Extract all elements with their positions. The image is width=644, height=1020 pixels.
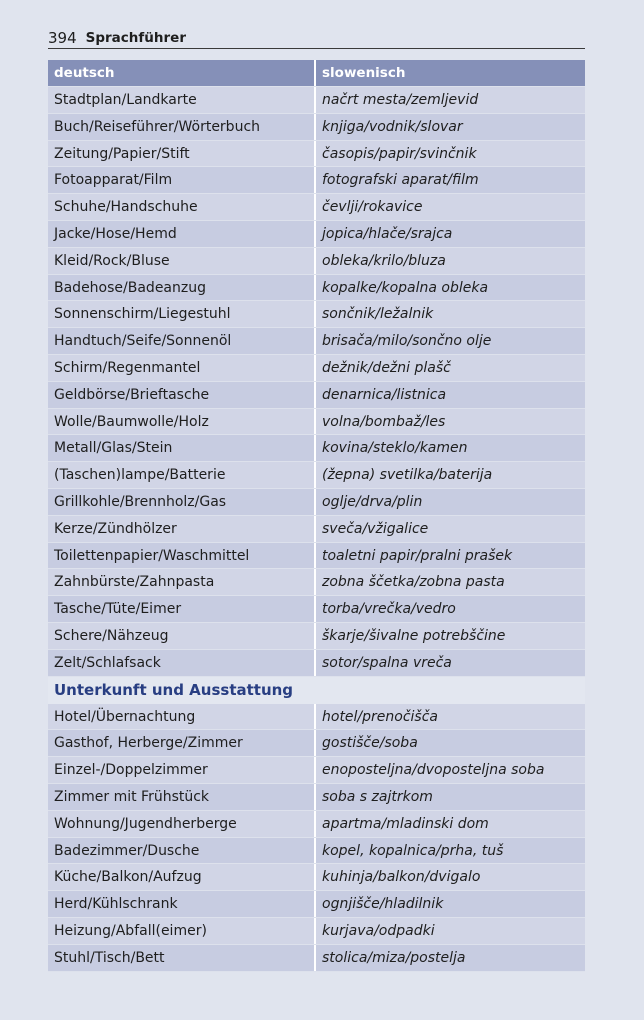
slovenian-term: torba/vrečka/vedro [322, 601, 456, 618]
slovenian-term: soba s zajtrkom [322, 788, 433, 805]
table-row [48, 918, 585, 945]
german-term: Kleid/Rock/Bluse [48, 248, 316, 274]
table-row [48, 757, 585, 784]
german-term: Zelt/Schlafsack [48, 650, 316, 676]
table-row [48, 114, 585, 141]
table-row [48, 141, 585, 168]
slovenian-term: čevlji/rokavice [322, 199, 423, 216]
table-row [48, 221, 585, 248]
table-row [48, 864, 585, 891]
section-heading: Unterkunft und Ausstattung [54, 680, 294, 699]
slovenian-term: kopel, kopalnica/prha, tuš [322, 842, 504, 859]
table-row [48, 194, 585, 221]
german-term: Stadtplan/Landkarte [48, 87, 316, 113]
slovenian-term: gostišče/soba [322, 735, 418, 752]
german-term: Schuhe/Handschuhe [48, 194, 316, 220]
table-row [48, 945, 585, 972]
german-term: Wohnung/Jugendherberge [48, 811, 316, 837]
table-row [48, 462, 585, 489]
table-row [48, 623, 585, 650]
table-row [48, 516, 585, 543]
running-title: Sprachführer [85, 30, 186, 46]
table-row [48, 435, 585, 462]
table-row [48, 301, 585, 328]
slovenian-term: denarnica/listnica [322, 386, 447, 403]
slovenian-term: knjiga/vodnik/slovar [322, 118, 463, 135]
table-row [48, 87, 585, 114]
slovenian-term: časopis/papir/svinčnik [322, 145, 477, 162]
german-term: Buch/Reiseführer/Wörterbuch [48, 114, 316, 140]
slovenian-term: fotografski aparat/film [322, 172, 479, 189]
table-row [48, 811, 585, 838]
slovenian-term: enoposteljna/dvoposteljna soba [322, 762, 545, 779]
table-row [48, 275, 585, 302]
german-term: Geldbörse/Brieftasche [48, 382, 316, 408]
row-group-shopping [48, 87, 585, 677]
german-term: Zimmer mit Frühstück [48, 784, 316, 810]
slovenian-term: kovina/steklo/kamen [322, 440, 468, 457]
table-row [48, 838, 585, 865]
slovenian-term: oglje/drva/plin [322, 493, 423, 510]
slovenian-term: kuhinja/balkon/dvigalo [322, 869, 481, 886]
slovenian-term: ognjišče/hladilnik [322, 896, 444, 913]
table-row [48, 543, 585, 570]
table-row [48, 489, 585, 516]
german-term: Heizung/Abfall(eimer) [48, 918, 316, 944]
german-term: Toilettenpapier/Waschmittel [48, 543, 316, 569]
slovenian-term: zobna ščetka/zobna pasta [322, 574, 505, 591]
table-row [48, 891, 585, 918]
german-term: Schere/Nähzeug [48, 623, 316, 649]
slovenian-term: kurjava/odpadki [322, 922, 435, 939]
slovenian-term: sotor/spalna vreča [322, 654, 452, 671]
german-term: Badezimmer/Dusche [48, 838, 316, 864]
slovenian-term: hotel/prenočišča [322, 708, 438, 725]
table-row [48, 355, 585, 382]
table-row [48, 650, 585, 677]
table-row [48, 596, 585, 623]
slovenian-term: toaletni papir/pralni prašek [322, 547, 513, 564]
column-header-slovenian: slowenisch [322, 65, 406, 81]
german-term: Metall/Glas/Stein [48, 435, 316, 461]
row-group-accommodation [48, 704, 585, 972]
table-header-row [48, 60, 585, 87]
german-term: Schirm/Regenmantel [48, 355, 316, 381]
table-row [48, 382, 585, 409]
german-term: Herd/Kühlschrank [48, 891, 316, 917]
german-term: Fotoapparat/Film [48, 167, 316, 193]
german-term: Jacke/Hose/Hemd [48, 221, 316, 247]
german-term: Einzel-/Doppelzimmer [48, 757, 316, 783]
phrase-table [48, 60, 585, 972]
slovenian-term: načrt mesta/zemljevid [322, 92, 479, 108]
slovenian-term: stolica/miza/postelja [322, 949, 466, 966]
slovenian-term: volna/bombaž/les [322, 413, 446, 430]
slovenian-term: dežnik/dežni plašč [322, 359, 451, 376]
table-row [48, 328, 585, 355]
slovenian-term: (žepna) svetilka/baterija [322, 467, 493, 484]
table-row [48, 730, 585, 757]
german-term: Gasthof, Herberge/Zimmer [48, 730, 316, 756]
slovenian-term: apartma/mladinski dom [322, 815, 489, 832]
german-term: Hotel/Übernachtung [48, 704, 316, 730]
table-row [48, 784, 585, 811]
german-term: Kerze/Zündhölzer [48, 516, 316, 542]
slovenian-term: obleka/krilo/bluza [322, 252, 446, 269]
slovenian-term: jopica/hlače/srajca [322, 225, 453, 242]
slovenian-term: škarje/šivalne potrebščine [322, 627, 506, 644]
german-term: Wolle/Baumwolle/Holz [48, 409, 316, 435]
slovenian-term: sveča/vžigalice [322, 520, 429, 537]
german-term: (Taschen)lampe/Batterie [48, 462, 316, 488]
german-term: Zahnbürste/Zahnpasta [48, 569, 316, 595]
german-term: Stuhl/Tisch/Bett [48, 945, 316, 971]
german-term: Zeitung/Papier/Stift [48, 141, 316, 167]
german-term: Sonnenschirm/Liegestuhl [48, 301, 316, 327]
german-term: Handtuch/Seife/Sonnenöl [48, 328, 316, 354]
german-term: Badehose/Badeanzug [48, 275, 316, 301]
table-row [48, 704, 585, 731]
table-row [48, 248, 585, 275]
page-header [48, 29, 585, 49]
german-term: Grillkohle/Brennholz/Gas [48, 489, 316, 515]
table-row [48, 167, 585, 194]
column-header-german: deutsch [48, 60, 316, 86]
slovenian-term: kopalke/kopalna obleka [322, 279, 489, 296]
page-number: 394 [48, 29, 77, 47]
german-term: Küche/Balkon/Aufzug [48, 864, 316, 890]
section-heading-row [48, 677, 585, 704]
german-term: Tasche/Tüte/Eimer [48, 596, 316, 622]
table-row [48, 569, 585, 596]
slovenian-term: brisača/milo/sončno olje [322, 333, 492, 350]
table-row [48, 409, 585, 436]
slovenian-term: sončnik/ležalnik [322, 306, 434, 323]
